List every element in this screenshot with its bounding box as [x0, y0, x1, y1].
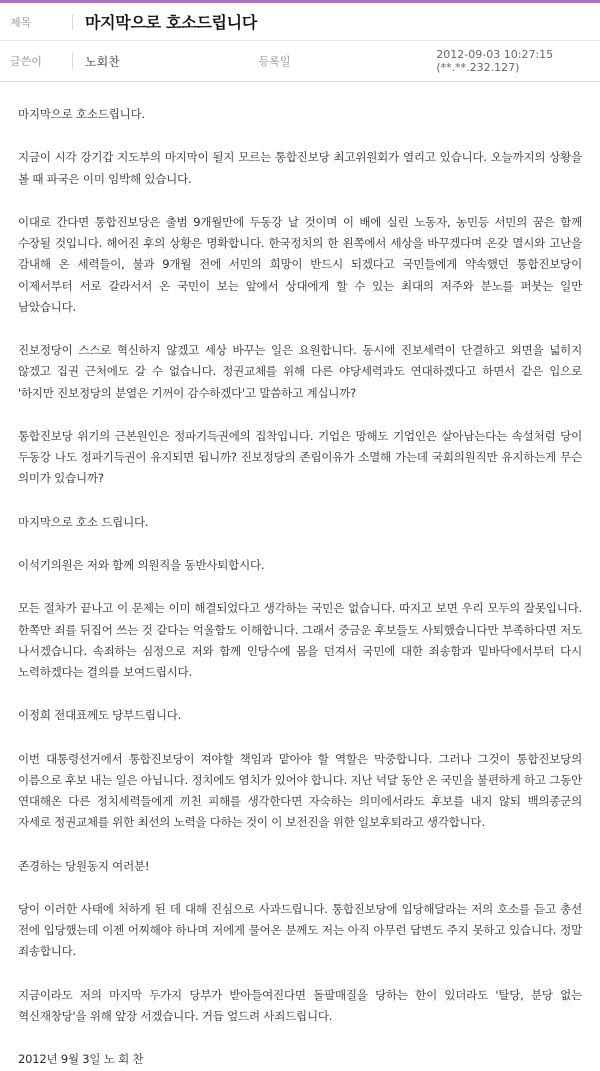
post-signature: 2012년 9월 3일 노 회 찬 [18, 1052, 144, 1067]
title-label: 제목 [10, 15, 32, 29]
title-row [0, 3, 600, 41]
post-title [73, 3, 600, 41]
post-body [0, 82, 600, 1071]
post-paragraph: 당이 이러한 사태에 처하게 된 데 대해 진심으로 사과드립니다. 통합진보당에 입당해달라는 저의 호소를 듣고 총선 전에 입당했는데 이젠 어찌해야 하나며 저에게 물어온 분께도 저는 아직 아무런 답변도 주지 못하고 있습니다. 정말 죄송합니다. [18, 901, 582, 959]
post-paragraph: 마지막으로 호소드립니다. [18, 107, 145, 121]
post-paragraph: 존경하는 당원동지 여러분! [18, 858, 150, 873]
post-paragraph: 이대로 간다면 통합진보당은 출범 9개월만에 두동강 날 것이며 이 배에 실린 노동자, 농민등 서민의 꿈은 함께 수장될 것입니다. 해어진 후의 상황은 명확합니다. 한국정치의 한 왼쪽에서 세상을 바꾸겠다며 온갖 멸시와 고난을 감내해 온 세력들이, 불과 9개월 전에 서민의 희망이 반드시 되겠다고 국민들에게 약속했던 통합진보당이 이제서부터 서로 갈라서서 온 국민이 보는 앞에서 상대에게 할 수 있는 최대의 저주와 분노를 퍼붓는 일만 남았습니다. [18, 214, 582, 314]
date-label: 등록일 [258, 55, 291, 68]
author-name: 노회찬 [85, 54, 120, 69]
post-paragraph: 지금이 시각 강기갑 지도부의 마지막이 될지 모르는 통합진보당 최고위원회가 열리고 있습니다. 오늘까지의 상황을 볼 때 파국은 이미 임박해 있습니다. [18, 150, 582, 186]
post-title-text: 마지막으로 호소드립니다 [85, 13, 257, 32]
post-paragraph: 이정희 전대표께도 당부드립니다. [18, 708, 182, 723]
post-paragraph: 진보정당이 스스로 혁신하지 않겠고 세상 바꾸는 일은 요원합니다. 동시에 진보세력이 단결하고 외면을 넓히지 않겠고 집권 근처에도 갈 수 없습니다. 정권교체를 위해 다른 야당세력과도 연대하겠다고 하면서 같은 입으로 '하지만 진보정당의 분열은 기꺼이 감수하겠다'고 말씀하고 계십니까? [18, 343, 582, 400]
post-paragraph: 모든 절차가 끝나고 이 문제는 이미 해결되었다고 생각하는 국민은 없습니다. 따지고 보면 우리 모두의 잘못입니다. 한쪽만 죄를 뒤집어 쓰는 것 같다는 억울함도 이해합니다. 그래서 중금운 후보들도 사퇴했습니다만 부족하다면 저도 나서겠습니다. 속죄하는 심정으로 저와 함께 인당수에 몸을 던져서 국민에 대한 죄송함과 밑바닥에서부터 다시 노력하겠다는 결의를 보여드립시다. [18, 601, 582, 680]
post-paragraph: 통합진보당 위기의 근본원인은 정파기득권에의 집착입니다. 기업은 망해도 기업인은 살아남는다는 속설처럼 당이 두동강 나도 정파기득권이 유지되면 됩니까? 진보정당의 존립이유가 소멸해 가는데 국회의원직만 유지하는게 무슨 의미가 있습니까? [18, 428, 582, 486]
author-label: 글쓴이 [10, 55, 42, 68]
author-row [0, 41, 600, 82]
post-paragraph: 이석기의원은 저와 함께 의원직을 동반사퇴합시다. [18, 557, 265, 572]
post-meta-table [0, 3, 600, 82]
date-value: 2012-09-03 10:27:15 (**.**.232.127) [436, 48, 554, 74]
post-paragraph: 이번 대통령선거에서 통합진보당이 져야할 책임과 맡아야 할 역할은 막중합니다. 그러나 그것이 통합진보당의 이름으로 후보 내는 일은 아닙니다. 정치에도 염치가 있어야 합니다. 지난 넉달 동안 온 국민을 불편하게 하고 그동안 연대해온 다른 정치세력들에게 끼친 피해를 생각한다면 자숙하는 의미에서라도 후보를 내지 않되 백의종군의 자세로 정권교체를 위한 최선의 노력을 다하는 것이 이 보전진을 위한 일보후퇴라고 생각합니다. [18, 751, 583, 830]
post-paragraph: 지금이라도 저의 마지막 두가지 당부가 받아들여진다면 돌팔매질을 당하는 한이 있더라도 '탈당, 분당 없는 혁신재창당'을 위해 앞장 서겠습니다. 거듭 엎드려 사죄드립니다. [18, 987, 582, 1023]
post-paragraph: 마지막으로 호소 드립니다. [18, 514, 149, 529]
